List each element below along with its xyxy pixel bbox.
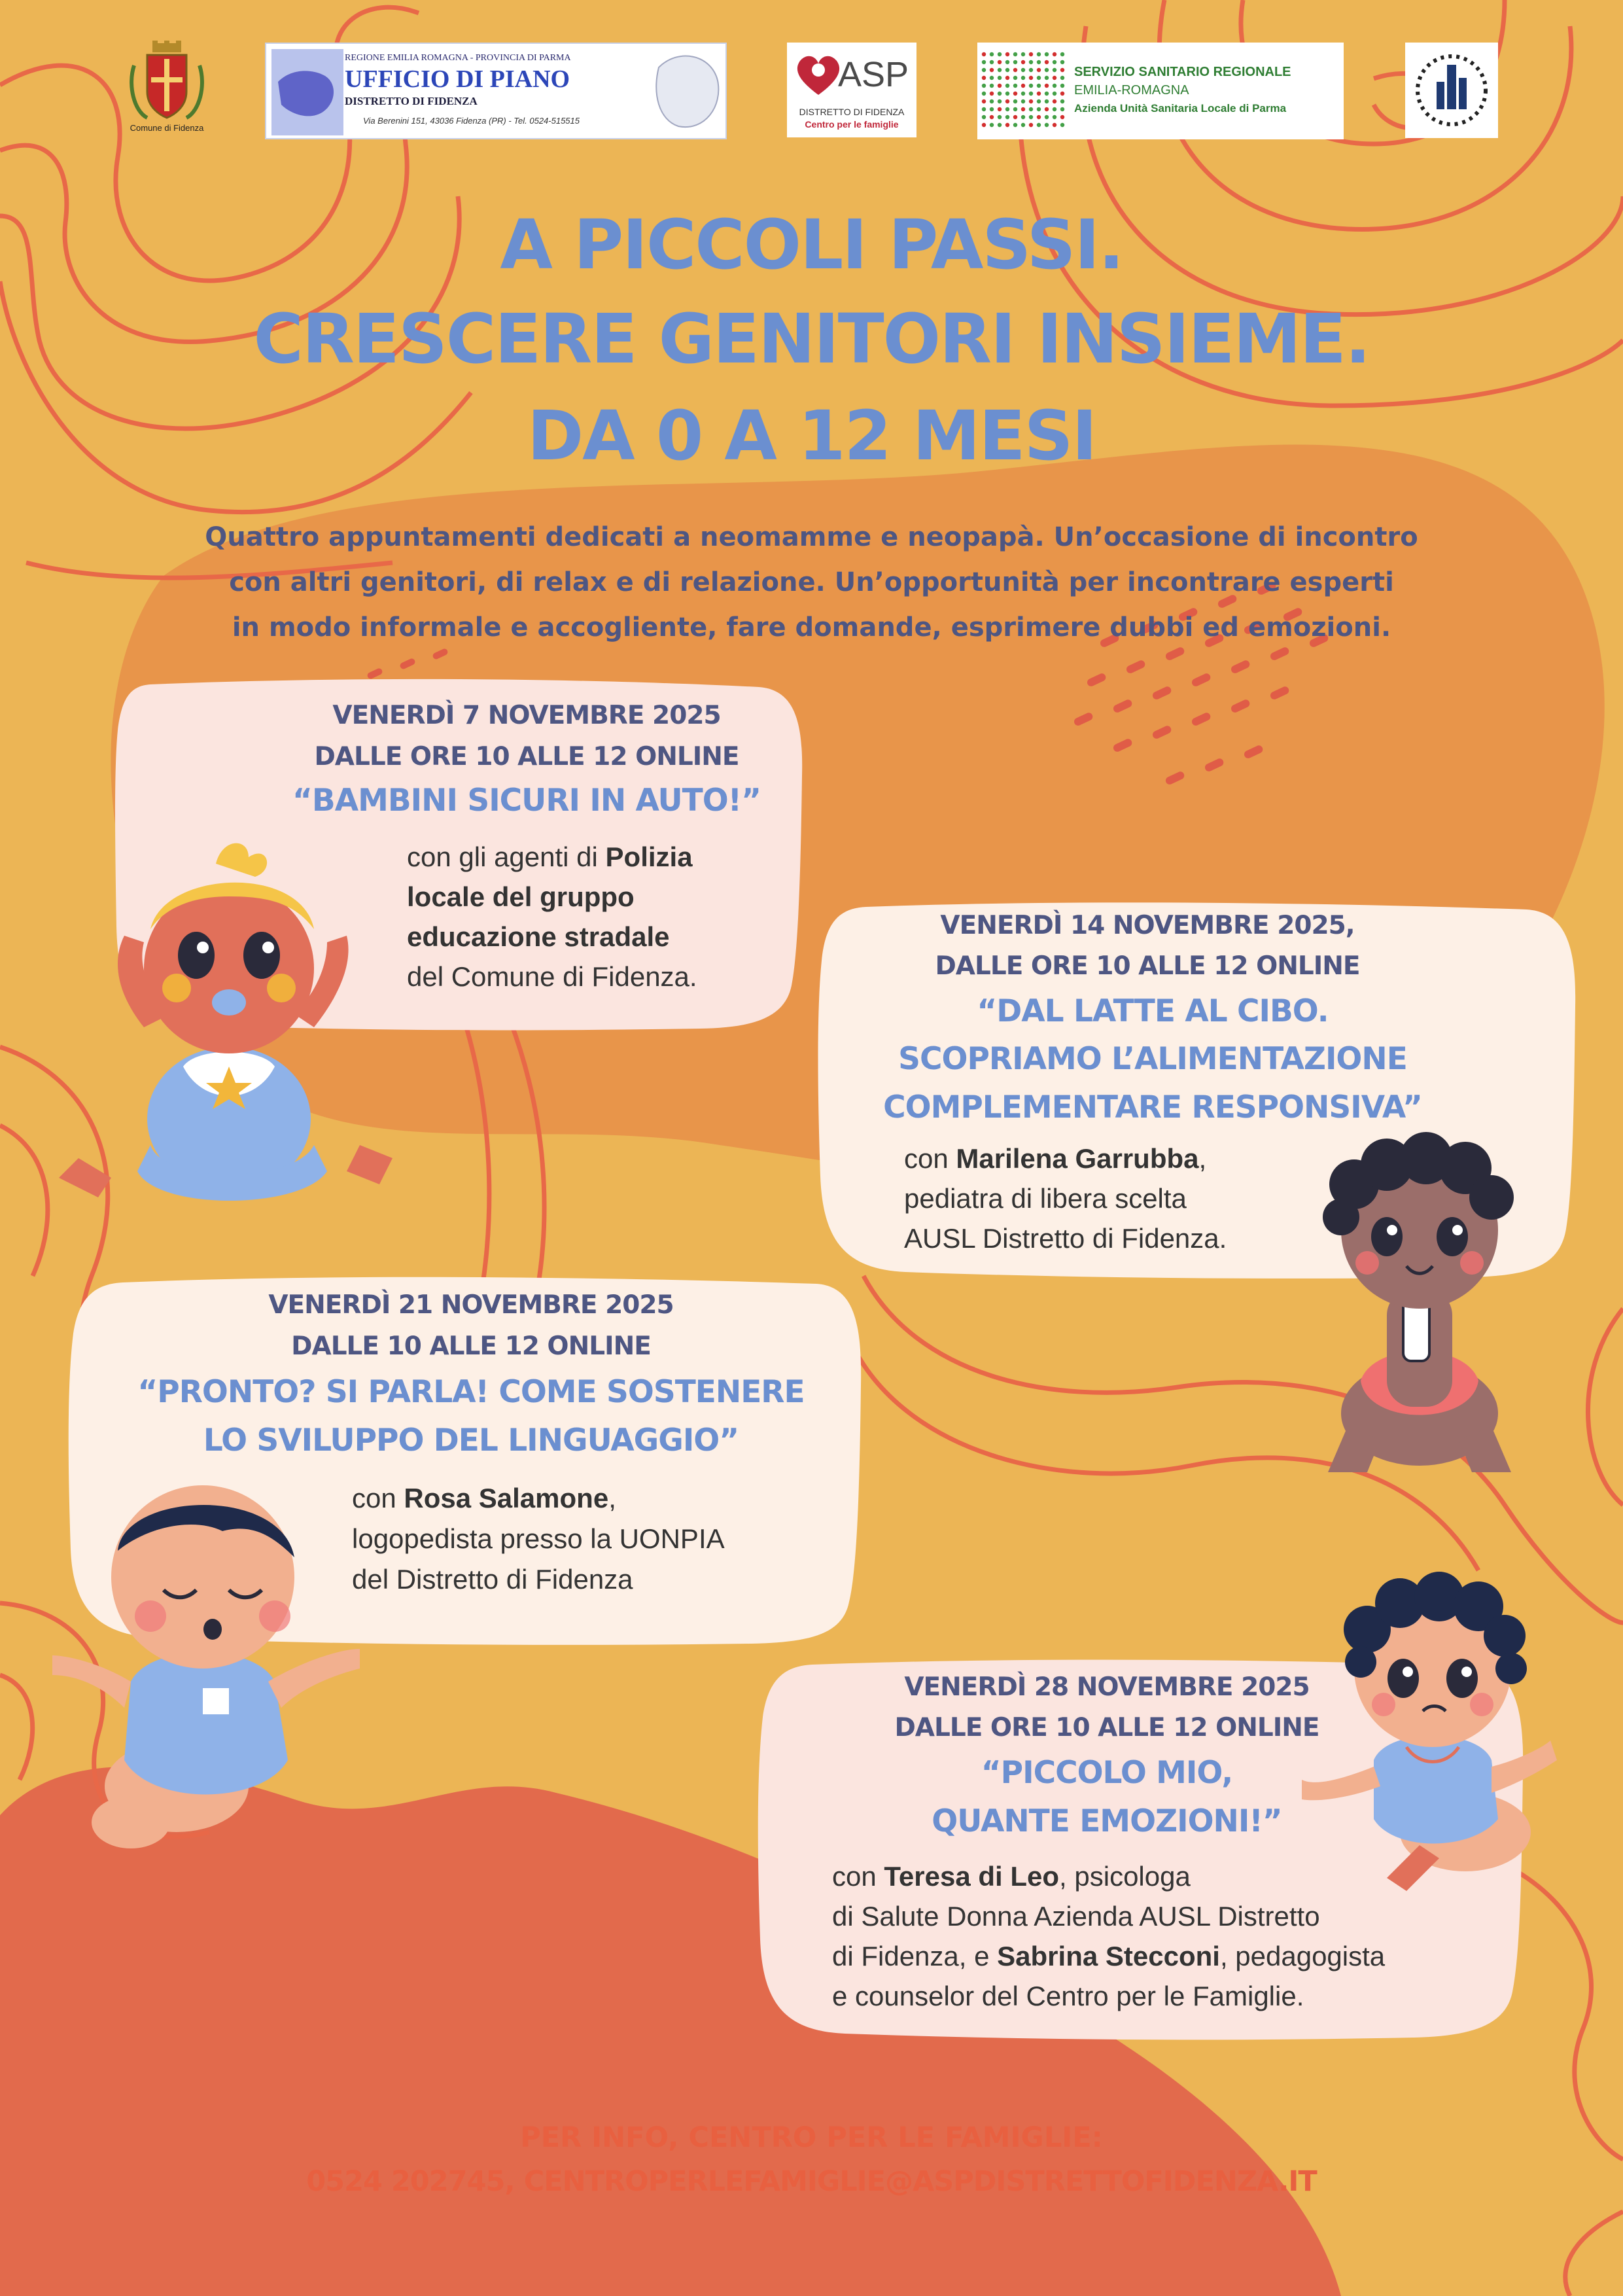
ssr-dot xyxy=(1037,115,1041,119)
ssr-dot xyxy=(998,123,1002,127)
ssr-dot xyxy=(982,123,986,127)
event-2-body-line-2 xyxy=(904,1183,1187,1214)
baby-blonde-illustration xyxy=(52,831,406,1204)
distretto-map-icon xyxy=(271,49,343,135)
ssr-dot xyxy=(1021,92,1025,96)
event-3-time: DALLE 10 ALLE 12 ONLINE xyxy=(291,1332,651,1361)
ssr-dot xyxy=(1060,68,1064,72)
event-2-body-line-1 xyxy=(904,1143,1206,1174)
ssr-dot xyxy=(1021,60,1025,64)
event-1-title-line-1: “BAMBINI SICURI IN AUTO!” xyxy=(292,783,761,819)
ssr-dot xyxy=(1037,123,1041,127)
building-emblem-logo xyxy=(1405,43,1498,138)
ssr-dot xyxy=(1029,84,1033,88)
ssr-dot xyxy=(1021,68,1025,72)
ssr-dot xyxy=(1005,60,1009,64)
province-map-icon xyxy=(652,48,724,135)
ssr-dot xyxy=(1060,107,1064,111)
ssr-dot xyxy=(1029,99,1033,103)
footer-contact: 0524 202745, CENTROPERLEFAMIGLIE@ASPDISTRETTOFIDENZA.IT xyxy=(306,2165,1317,2198)
comune-caption: Comune di Fidenza xyxy=(130,123,204,133)
ssr-dot xyxy=(1013,115,1017,119)
udp-subtitle: DISTRETTO DI FIDENZA xyxy=(345,95,478,107)
ssr-dot xyxy=(1053,115,1056,119)
ssr-dot xyxy=(1005,123,1009,127)
ssr-dot xyxy=(1013,68,1017,72)
ssr-dot xyxy=(1060,52,1064,56)
event-3-title-line-2: LO SVILUPPO DEL LINGUAGGIO” xyxy=(203,1422,739,1458)
ssr-line2: EMILIA-ROMAGNA xyxy=(1074,83,1189,97)
ssr-dot xyxy=(1060,84,1064,88)
ssr-dot xyxy=(1053,76,1056,80)
body-text-run: , pedagogista xyxy=(1219,1941,1386,1971)
ssr-dot xyxy=(1045,84,1049,88)
ssr-dot xyxy=(1037,76,1041,80)
event-2-body-line-3 xyxy=(904,1223,1227,1254)
body-text-run: , xyxy=(1198,1143,1207,1174)
ssr-dot xyxy=(982,115,986,119)
body-text-run: con xyxy=(904,1143,956,1174)
event-2-title-line-2: SCOPRIAMO L’ALIMENTAZIONE xyxy=(898,1041,1407,1077)
ssr-dot xyxy=(1013,60,1017,64)
body-text-run: e counselor del Centro per le Famiglie. xyxy=(832,1981,1304,2011)
event-4-body-line-3 xyxy=(832,1941,1385,1972)
body-text-run: AUSL Distretto di Fidenza. xyxy=(904,1223,1227,1254)
ssr-dot xyxy=(1037,60,1041,64)
ssr-dot xyxy=(1013,84,1017,88)
ssr-dot xyxy=(982,107,986,111)
body-text-run: del Distretto di Fidenza xyxy=(352,1564,633,1595)
ufficio-di-piano-logo xyxy=(265,43,727,139)
ssr-dot xyxy=(1045,60,1049,64)
ssr-dot xyxy=(998,107,1002,111)
asp-logo xyxy=(787,43,916,137)
ssr-line1: SERVIZIO SANITARIO REGIONALE xyxy=(1074,65,1291,79)
ssr-dot-grid-icon xyxy=(980,49,1065,133)
ssr-dot xyxy=(998,76,1002,80)
body-text-run: Rosa Salamone xyxy=(404,1483,609,1513)
ssr-dot xyxy=(1037,107,1041,111)
ssr-dot xyxy=(1037,52,1041,56)
asp-line2: Centro per le famiglie xyxy=(805,119,899,130)
ssr-dot xyxy=(982,68,986,72)
ssr-dot xyxy=(1045,52,1049,56)
ssr-dot xyxy=(1013,76,1017,80)
footer-info-label: PER INFO, CENTRO PER LE FAMIGLIE: xyxy=(520,2121,1103,2154)
event-2-title-line-1: “DAL LATTE AL CIBO. xyxy=(977,993,1329,1029)
udp-address: Via Berenini 151, 43036 Fidenza (PR) - Tel. 0524-515515 xyxy=(363,116,580,126)
body-text-run: con gli agenti di xyxy=(407,841,606,872)
ssr-dot xyxy=(998,92,1002,96)
ssr-dot xyxy=(1013,52,1017,56)
ssr-dot xyxy=(982,76,986,80)
ssr-dot xyxy=(982,52,986,56)
asp-line1: DISTRETTO DI FIDENZA xyxy=(799,107,905,117)
ssr-dot xyxy=(1021,84,1025,88)
event-4-date: VENERDÌ 28 NOVEMBRE 2025 xyxy=(904,1672,1310,1702)
ssr-dot xyxy=(1005,99,1009,103)
ssr-dot xyxy=(1005,92,1009,96)
ssr-dot xyxy=(1045,76,1049,80)
ssr-dot xyxy=(1060,76,1064,80)
body-text-run: , psicologa xyxy=(1059,1861,1191,1892)
ssr-dot xyxy=(1029,115,1033,119)
body-text-run: con xyxy=(352,1483,404,1513)
event-4-body-line-4 xyxy=(832,1981,1304,2012)
title-line-3: DA 0 A 12 MESI xyxy=(527,396,1096,476)
udp-region-text: REGIONE EMILIA ROMAGNA - PROVINCIA DI PARMA xyxy=(345,53,571,63)
ssr-dot xyxy=(1005,76,1009,80)
event-3-title-line-1: “PRONTO? SI PARLA! COME SOSTENERE xyxy=(137,1374,805,1410)
ssr-dot xyxy=(998,115,1002,119)
ssr-dot xyxy=(982,60,986,64)
ssr-dot xyxy=(1005,115,1009,119)
ssr-dot xyxy=(1013,123,1017,127)
ssr-dot xyxy=(1045,99,1049,103)
event-3-body-line-1 xyxy=(352,1483,616,1514)
ssr-dot xyxy=(1053,68,1056,72)
event-3-date: VENERDÌ 21 NOVEMBRE 2025 xyxy=(268,1290,674,1320)
ssr-dot xyxy=(1045,107,1049,111)
ssr-dot xyxy=(998,60,1002,64)
baby-curly-bottle-illustration xyxy=(1276,1132,1563,1485)
ssr-dot xyxy=(1005,107,1009,111)
ssr-dot xyxy=(1053,123,1056,127)
ssr-dot xyxy=(982,99,986,103)
intro-line-2: con altri genitori, di relax e di relazione. Un’opportunità per incontrare esperti xyxy=(229,567,1394,597)
ssr-dot xyxy=(1045,92,1049,96)
ssr-dot xyxy=(1029,68,1033,72)
ssr-dot xyxy=(1005,84,1009,88)
ssr-dot xyxy=(1053,107,1056,111)
ssr-dot xyxy=(1029,76,1033,80)
ssr-dot xyxy=(998,84,1002,88)
event-1-time: DALLE ORE 10 ALLE 12 ONLINE xyxy=(314,742,739,771)
ssr-dot xyxy=(1060,123,1064,127)
title-line-2: CRESCERE GENITORI INSIEME. xyxy=(253,299,1370,379)
event-4-title-line-1: “PICCOLO MIO, xyxy=(981,1755,1233,1791)
body-text-run: educazione stradale xyxy=(407,921,670,952)
ssr-dot xyxy=(990,52,994,56)
ssr-dot xyxy=(990,84,994,88)
ssr-dot xyxy=(990,123,994,127)
event-1-body-line-1 xyxy=(407,841,693,873)
body-text-run: di Fidenza, e xyxy=(832,1941,998,1971)
ssr-dot xyxy=(1029,52,1033,56)
ssr-dot xyxy=(1060,92,1064,96)
event-2-title-line-3: COMPLEMENTARE RESPONSIVA” xyxy=(883,1089,1422,1125)
intro-line-3: in modo informale e accogliente, fare domande, esprimere dubbi ed emozioni. xyxy=(232,612,1391,643)
baby-sleeping-illustration xyxy=(52,1466,379,1858)
event-4-time: DALLE ORE 10 ALLE 12 ONLINE xyxy=(894,1713,1319,1742)
event-2-date: VENERDÌ 14 NOVEMBRE 2025, xyxy=(940,911,1355,940)
ssr-dot xyxy=(1005,52,1009,56)
ssr-dot xyxy=(1045,123,1049,127)
ssr-dot xyxy=(998,68,1002,72)
ssr-dot xyxy=(1029,92,1033,96)
event-4-body-line-1 xyxy=(832,1861,1191,1892)
ssr-dot xyxy=(990,92,994,96)
ssr-dot xyxy=(1045,68,1049,72)
ssr-dot xyxy=(1053,60,1056,64)
udp-title: UFFICIO DI PIANO xyxy=(345,65,570,93)
asp-name: ASP xyxy=(838,55,909,94)
ssr-dot xyxy=(1060,115,1064,119)
body-text-run: , xyxy=(608,1483,616,1513)
ssr-dot xyxy=(1021,52,1025,56)
ssr-dot xyxy=(990,68,994,72)
event-3-body-line-3 xyxy=(352,1564,633,1595)
ssr-dot xyxy=(1029,60,1033,64)
ssr-dot xyxy=(1021,107,1025,111)
body-text-run: logopedista presso la UONPIA xyxy=(352,1523,725,1554)
ssr-dot xyxy=(998,99,1002,103)
body-text-run: Polizia xyxy=(605,841,693,872)
event-1-body-line-3 xyxy=(407,921,669,953)
body-text-run: pediatra di libera scelta xyxy=(904,1183,1187,1214)
event-1-body-line-2 xyxy=(407,881,635,913)
ssr-dot xyxy=(1013,107,1017,111)
ssr-dot xyxy=(1005,68,1009,72)
ssr-dot xyxy=(982,84,986,88)
event-4-body-line-2 xyxy=(832,1901,1320,1932)
body-text-run: Marilena Garrubba xyxy=(956,1143,1199,1174)
body-text-run: locale del gruppo xyxy=(407,881,635,912)
body-text-run: del Comune di Fidenza. xyxy=(407,961,697,992)
ssr-dot xyxy=(990,115,994,119)
ssr-dot xyxy=(1060,60,1064,64)
ssr-dot xyxy=(1060,99,1064,103)
ssr-dot xyxy=(1037,99,1041,103)
event-4-title-line-2: QUANTE EMOZIONI!” xyxy=(932,1803,1282,1839)
ssr-dot xyxy=(1053,99,1056,103)
asp-heart-icon xyxy=(792,48,845,100)
ssr-dot xyxy=(1021,123,1025,127)
ssr-dot xyxy=(998,52,1002,56)
ssr-dot xyxy=(1013,99,1017,103)
ssr-dot xyxy=(1037,92,1041,96)
ssr-dot xyxy=(1021,99,1025,103)
ssr-dot xyxy=(1045,115,1049,119)
ssr-dot xyxy=(990,60,994,64)
ssr-dot xyxy=(990,107,994,111)
servizio-sanitario-logo xyxy=(977,43,1344,139)
body-text-run: Sabrina Stecconi xyxy=(997,1941,1220,1971)
body-text-run: di Salute Donna Azienda AUSL Distretto xyxy=(832,1901,1320,1932)
ssr-dot xyxy=(1053,52,1056,56)
ssr-dot xyxy=(1029,107,1033,111)
event-1-date: VENERDÌ 7 NOVEMBRE 2025 xyxy=(332,701,721,730)
ssr-dot xyxy=(1013,92,1017,96)
building-emblem-icon xyxy=(1405,43,1498,138)
event-1-body-line-4 xyxy=(407,961,697,993)
event-3-body-line-2 xyxy=(352,1523,725,1555)
ssr-dot xyxy=(1021,115,1025,119)
body-text-run: Teresa di Leo xyxy=(884,1861,1060,1892)
event-2-time: DALLE ORE 10 ALLE 12 ONLINE xyxy=(935,951,1360,981)
ssr-dot xyxy=(1021,76,1025,80)
intro-line-1: Quattro appuntamenti dedicati a neomamme e neopapà. Un’occasione di incontro xyxy=(205,522,1418,552)
baby-sitting-illustration xyxy=(1289,1570,1563,1898)
ssr-dot xyxy=(1037,84,1041,88)
ssr-line3: Azienda Unità Sanitaria Locale di Parma xyxy=(1074,102,1287,115)
comune-crest-icon xyxy=(121,39,213,124)
ssr-dot xyxy=(1053,84,1056,88)
title-line-1: A PICCOLI PASSI. xyxy=(500,205,1123,285)
ssr-dot xyxy=(1053,92,1056,96)
body-text-run: con xyxy=(832,1861,884,1892)
ssr-dot xyxy=(990,99,994,103)
ssr-dot xyxy=(1029,123,1033,127)
ssr-dot xyxy=(1037,68,1041,72)
ssr-dot xyxy=(990,76,994,80)
ssr-dot xyxy=(982,92,986,96)
